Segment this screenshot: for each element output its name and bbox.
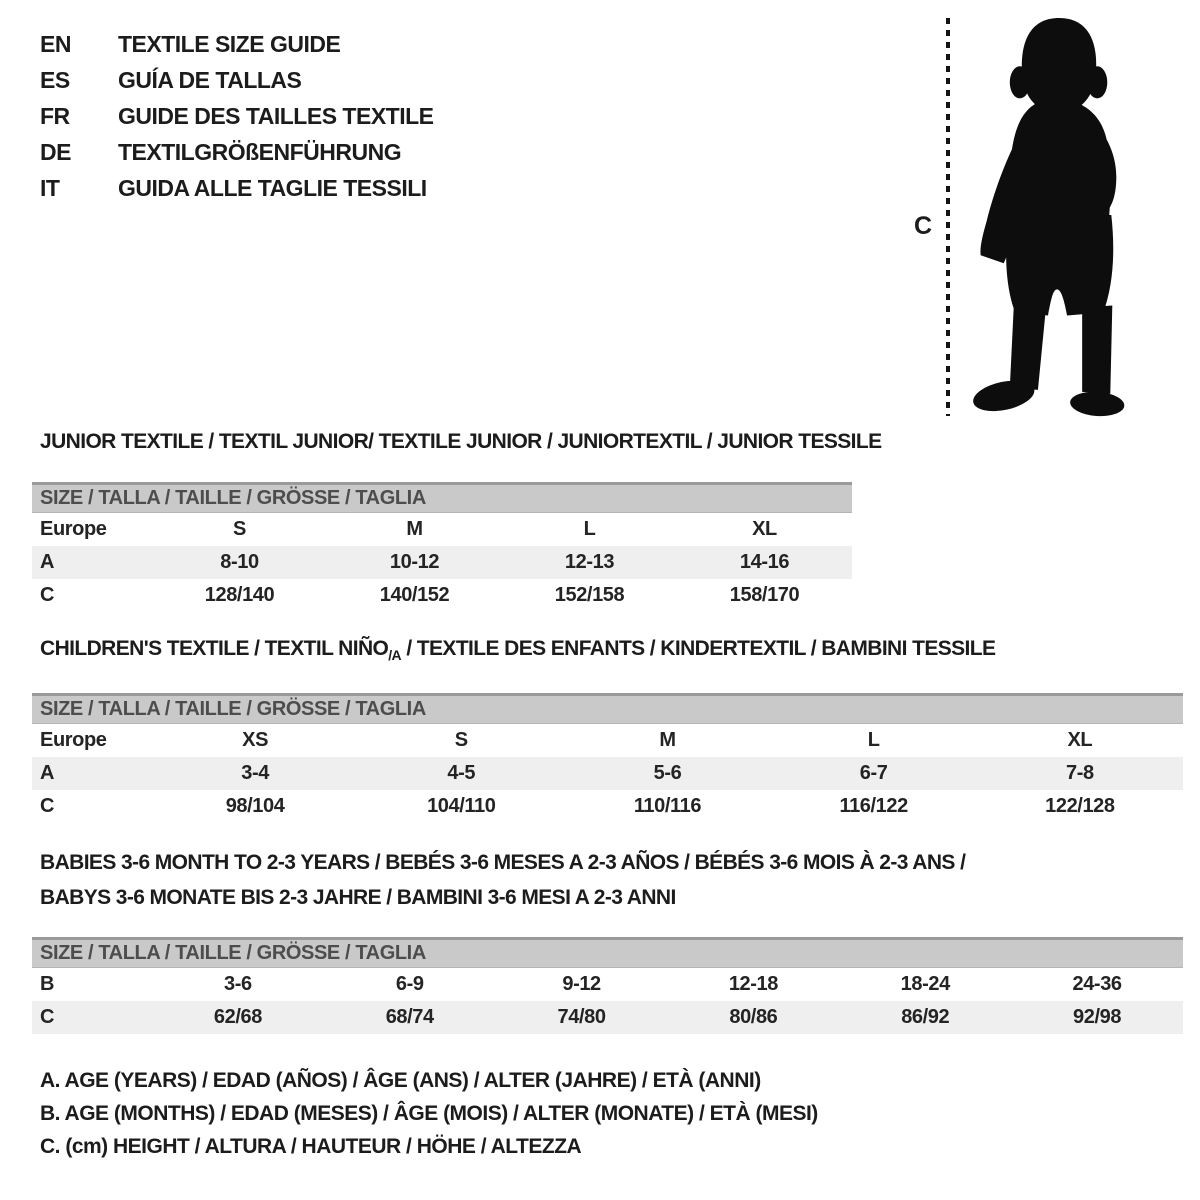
children-height-m: 110/116	[633, 795, 702, 818]
junior-size-l: L	[583, 518, 596, 540]
babies-height-2: 68/74	[324, 1001, 496, 1034]
babies-title-line2: BABYS 3-6 MONATE BIS 2-3 JAHRE / BAMBINI 3-6 MESI A 2-3 ANNI	[40, 886, 676, 909]
junior-height-l: 152/158	[554, 584, 625, 606]
legend-line-age-months: B. AGE (MONTHS) / EDAD (MESES) / ÂGE (MOIS) / ALTER (MONATE) / ETÀ (MESI)	[40, 1102, 818, 1125]
table-row	[32, 579, 852, 612]
lang-row-fr	[40, 98, 434, 134]
babies-months-1: 3-6	[224, 973, 252, 995]
table-row	[32, 513, 852, 546]
babies-height-5: 86/92	[839, 1001, 1011, 1034]
guide-title-de: TEXTILGRÖßENFÜHRUNG	[118, 138, 402, 165]
children-age-s: 4-5	[358, 757, 564, 790]
junior-size-table	[32, 513, 852, 612]
lang-row-de	[40, 134, 434, 170]
babies-size-table	[32, 968, 1183, 1034]
table-row	[32, 724, 1183, 757]
guide-title-fr: GUIDE DES TAILLES TEXTILE	[118, 102, 434, 129]
guide-title-es: GUÍA DE TALLAS	[118, 66, 302, 93]
height-measure-label: C	[914, 212, 933, 240]
table-row	[32, 968, 1183, 1001]
lang-row-it	[40, 170, 434, 206]
children-size-xl: XL	[1067, 729, 1093, 752]
babies-height-row-label: C	[32, 1001, 152, 1034]
children-age-row-label: A	[32, 757, 152, 790]
children-height-xl: 122/128	[1045, 795, 1115, 818]
guide-title-en: TEXTILE SIZE GUIDE	[118, 30, 341, 57]
legend-line-age-years: A. AGE (YEARS) / EDAD (AÑOS) / ÂGE (ANS) / ALTER (JAHRE) / ETÀ (ANNI)	[40, 1069, 761, 1092]
children-size-s: S	[454, 729, 468, 752]
children-section-title	[40, 637, 1183, 663]
babies-size-header-bar: SIZE / TALLA / TAILLE / GRÖSSE / TAGLIA	[32, 937, 1183, 968]
babies-months-5: 18-24	[900, 973, 950, 995]
lang-row-es	[40, 62, 434, 98]
junior-size-m: M	[406, 518, 423, 540]
junior-height-s: 128/140	[204, 584, 275, 606]
children-age-m: 5-6	[564, 757, 770, 790]
babies-months-row-label: B	[40, 973, 55, 995]
junior-height-m: 140/152	[379, 584, 450, 606]
height-dashed-line-icon	[946, 18, 950, 416]
lang-code-it: IT	[40, 174, 60, 201]
junior-height-xl: 158/170	[729, 584, 800, 606]
babies-months-3: 9-12	[562, 973, 601, 995]
children-height-s: 104/110	[427, 795, 496, 818]
babies-height-4: 80/86	[667, 1001, 839, 1034]
legend-line-height-cm: C. (cm) HEIGHT / ALTURA / HAUTEUR / HÖHE / ALTEZZA	[40, 1135, 582, 1158]
children-size-l: L	[867, 729, 880, 752]
babies-height-3: 74/80	[496, 1001, 668, 1034]
junior-age-l: 12-13	[502, 546, 677, 579]
children-age-xs: 3-4	[152, 757, 358, 790]
children-height-xs: 98/104	[225, 795, 285, 818]
children-title-post: / TEXTILE DES ENFANTS / KINDERTEXTIL / BAMBINI TESSILE	[401, 637, 996, 660]
junior-textile-section	[32, 430, 882, 612]
table-row	[32, 1001, 1183, 1034]
lang-row-en	[40, 26, 434, 62]
children-age-xl: 7-8	[977, 757, 1183, 790]
babies-height-1: 62/68	[152, 1001, 324, 1034]
junior-height-row-label: C	[40, 584, 55, 606]
childrens-textile-section	[32, 637, 1183, 823]
children-title-subscript: /A	[388, 647, 402, 664]
children-size-xs: XS	[242, 729, 269, 752]
junior-age-xl: 14-16	[677, 546, 852, 579]
children-size-m: M	[659, 729, 676, 752]
language-title-list	[40, 26, 434, 206]
junior-size-s: S	[233, 518, 246, 540]
babies-months-6: 24-36	[1072, 973, 1122, 995]
babies-months-4: 12-18	[728, 973, 778, 995]
babies-title-line1: BABIES 3-6 MONTH TO 2-3 YEARS / BEBÉS 3-6 MESES A 2-3 AÑOS / BÉBÉS 3-6 MOIS À 2-3 ANS /	[40, 851, 966, 874]
lang-code-en: EN	[40, 30, 71, 57]
junior-age-m: 10-12	[327, 546, 502, 579]
babies-textile-section	[32, 845, 1183, 1034]
lang-code-de: DE	[40, 138, 71, 165]
babies-section-title	[32, 845, 1183, 915]
babies-height-6: 92/98	[1011, 1001, 1183, 1034]
babies-months-2: 6-9	[395, 973, 424, 995]
table-row	[32, 546, 852, 579]
children-europe-label: Europe	[40, 729, 107, 752]
junior-europe-label: Europe	[40, 518, 107, 540]
children-height-l: 116/122	[839, 795, 908, 818]
children-age-l: 6-7	[771, 757, 977, 790]
junior-section-title: JUNIOR TEXTILE / TEXTIL JUNIOR/ TEXTILE JUNIOR / JUNIORTEXTIL / JUNIOR TESSILE	[40, 430, 882, 453]
junior-age-row-label: A	[32, 546, 152, 579]
children-size-table	[32, 724, 1183, 823]
baby-silhouette-icon	[963, 16, 1140, 418]
lang-code-fr: FR	[40, 102, 70, 129]
children-size-header-bar: SIZE / TALLA / TAILLE / GRÖSSE / TAGLIA	[32, 693, 1183, 724]
lang-code-es: ES	[40, 66, 70, 93]
children-height-row-label: C	[40, 795, 55, 818]
junior-size-xl: XL	[752, 518, 777, 540]
table-row	[32, 790, 1183, 823]
children-title-pre: CHILDREN'S TEXTILE / TEXTIL NIÑO	[40, 637, 389, 660]
guide-title-it: GUIDA ALLE TAGLIE TESSILI	[118, 174, 427, 201]
table-row	[32, 757, 1183, 790]
junior-age-s: 8-10	[152, 546, 327, 579]
measurement-legend	[40, 1064, 818, 1163]
junior-size-header-bar: SIZE / TALLA / TAILLE / GRÖSSE / TAGLIA	[32, 482, 852, 513]
